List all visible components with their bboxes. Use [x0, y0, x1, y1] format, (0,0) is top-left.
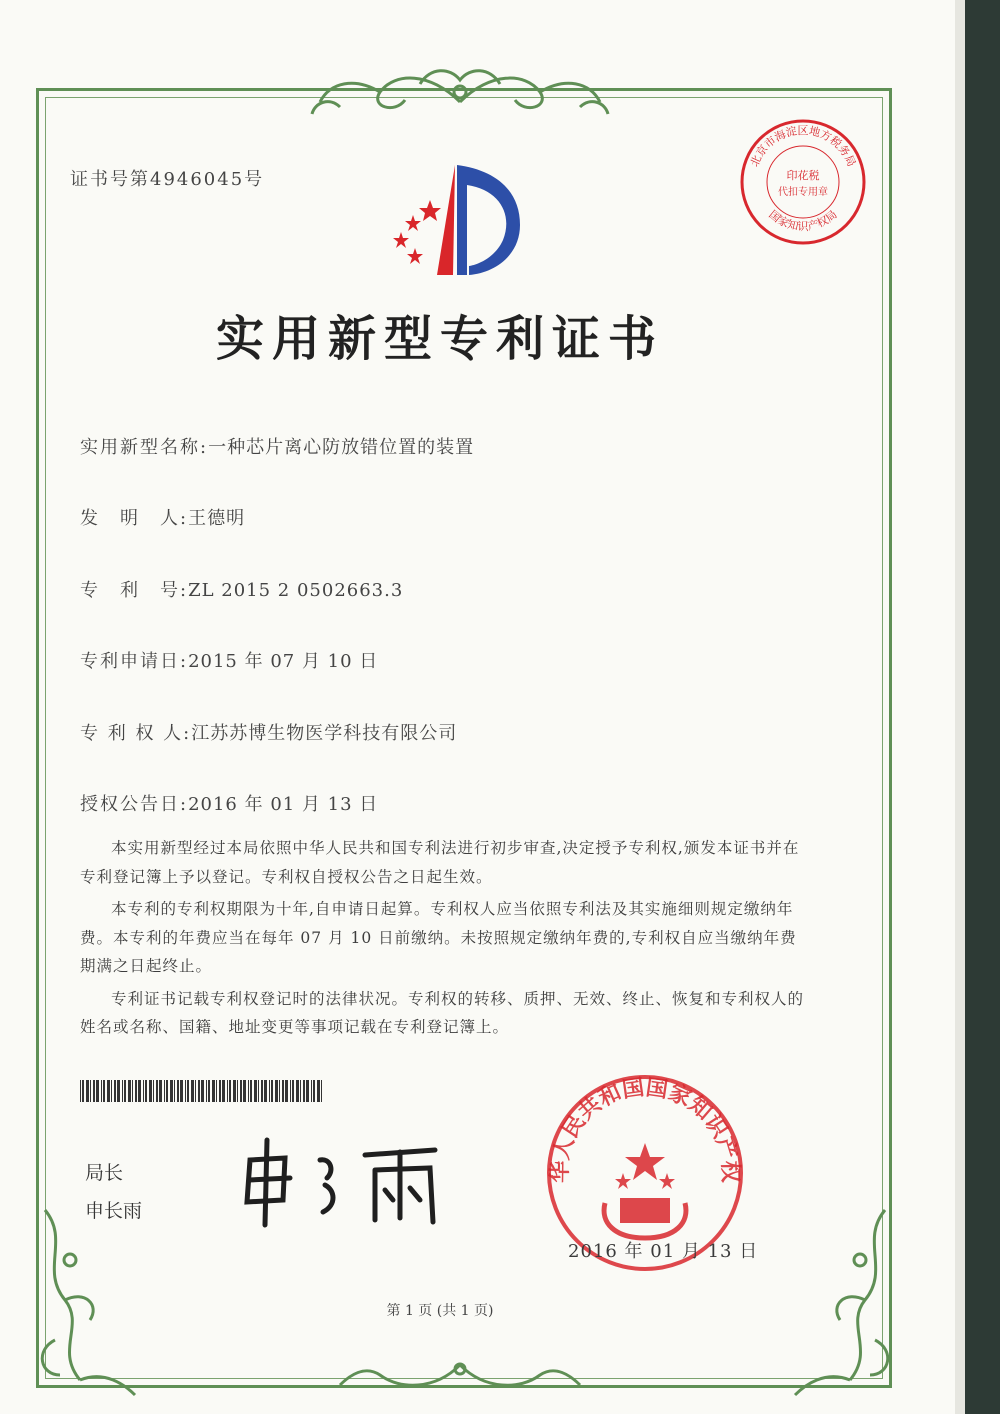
barcode-bar	[269, 1080, 270, 1102]
barcode-bar	[164, 1080, 165, 1102]
barcode-bar	[264, 1080, 267, 1102]
barcode-bar	[248, 1080, 249, 1102]
tax-stamp-ring-text: 北京市海淀区地方税务局	[747, 124, 859, 169]
barcode-bar	[114, 1080, 116, 1102]
certificate-title: 实用新型专利证书	[215, 311, 664, 367]
field-value: 王德明	[188, 508, 246, 529]
binder-edge	[955, 0, 1000, 1414]
barcode-bar	[261, 1080, 263, 1102]
field-value: ZL 2015 2 0502663.3	[188, 580, 404, 601]
field-value: 一种芯片离心防放错位置的装置	[208, 437, 475, 458]
barcode-bar	[237, 1080, 238, 1102]
barcode-bar	[103, 1080, 105, 1102]
barcode-bar	[138, 1080, 141, 1102]
barcode-bar	[135, 1080, 137, 1102]
director-name: 申长雨	[85, 1200, 143, 1222]
barcode-bar	[159, 1080, 162, 1102]
field-value: 2015 年 07 月 10 日	[188, 651, 379, 672]
barcode-bar	[185, 1080, 186, 1102]
barcode-bar	[174, 1080, 175, 1102]
field-label: 专 利 号:	[80, 580, 189, 601]
barcode-bar	[271, 1080, 273, 1102]
barcode-bar	[250, 1080, 252, 1102]
barcode-bar	[233, 1080, 236, 1102]
director-signature	[235, 1130, 465, 1230]
official-seal-text: 华人民共和国国家知识产权	[547, 1075, 743, 1183]
barcode-bar	[240, 1080, 242, 1102]
barcode-bar	[187, 1080, 189, 1102]
barcode-bar	[191, 1080, 194, 1102]
barcode-bar	[80, 1080, 81, 1102]
barcode-bar	[243, 1080, 246, 1102]
barcode-bar	[143, 1080, 144, 1102]
tax-stamp	[738, 117, 868, 247]
barcode-bar	[306, 1080, 309, 1102]
barcode-bar	[222, 1080, 225, 1102]
tax-stamp-center-2: 代扣专用章	[778, 187, 828, 198]
barcode-bar	[208, 1080, 210, 1102]
field-value: 江苏苏博生物医学科技有限公司	[191, 723, 458, 744]
barcode-bar	[216, 1080, 217, 1102]
barcode-bar	[254, 1080, 257, 1102]
barcode-bar	[111, 1080, 112, 1102]
barcode-bar	[321, 1080, 322, 1102]
certificate-body	[80, 834, 810, 1046]
barcode-bar	[132, 1080, 133, 1102]
barcode-bar	[86, 1080, 89, 1102]
body-paragraph: 专利证书记载专利权登记时的法律状况。专利权的转移、质押、无效、终止、恢复和专利权人的姓名或名称、国籍、地址变更等事项记载在专利登记簿上。	[80, 989, 805, 1036]
barcode-bar	[206, 1080, 207, 1102]
barcode-bar	[90, 1080, 91, 1102]
barcode-bar	[177, 1080, 179, 1102]
barcode-bar	[124, 1080, 126, 1102]
seal-date: 2016 年 01 月 13 日	[568, 1241, 759, 1262]
barcode-bar	[96, 1080, 99, 1102]
top-ornament	[300, 62, 620, 122]
barcode-bar	[82, 1080, 84, 1102]
field-label: 专利申请日:	[80, 651, 189, 672]
patent-office-logo	[385, 160, 525, 280]
barcode-bar	[290, 1080, 291, 1102]
page-number: 第 1 页 (共 1 页)	[386, 1303, 494, 1319]
barcode-bar	[313, 1080, 315, 1102]
field-patentee	[80, 719, 457, 745]
barcode-bar	[153, 1080, 154, 1102]
body-paragraph: 本实用新型经过本局依照中华人民共和国专利法进行初步审查,决定授予专利权,颁发本证书并在专利登记簿上予以登记。专利权自授权公告之日起生效。	[80, 839, 800, 886]
barcode-bar	[279, 1080, 280, 1102]
barcode-bar	[311, 1080, 312, 1102]
barcode-bar	[101, 1080, 102, 1102]
barcode-bar	[258, 1080, 259, 1102]
barcode-bar	[227, 1080, 228, 1102]
body-paragraph: 本专利的专利权期限为十年,自申请日起算。专利权人应当依照专利法及其实施细则规定缴纳年费。本专利的年费应当在每年 07 月 10 日前缴纳。未按照规定缴纳年费的,专利权自应当缴纳年费期满之日起终止。	[80, 900, 797, 975]
barcode-bar	[219, 1080, 221, 1102]
barcode-bar	[180, 1080, 183, 1102]
barcode-bar	[198, 1080, 200, 1102]
field-label: 实用新型名称:	[80, 437, 209, 458]
barcode-bar	[156, 1080, 158, 1102]
field-patent-number	[80, 576, 403, 602]
barcode-bar	[122, 1080, 123, 1102]
field-grant-date	[80, 790, 378, 816]
tax-stamp-bottom-text: 国家知识产权局	[766, 207, 840, 233]
field-application-date	[80, 647, 378, 673]
barcode-bar	[107, 1080, 110, 1102]
barcode-bar	[170, 1080, 173, 1102]
barcode-bar	[292, 1080, 294, 1102]
barcode-bar	[285, 1080, 288, 1102]
barcode-bar	[128, 1080, 131, 1102]
barcode-bar	[145, 1080, 147, 1102]
barcode-bar	[149, 1080, 152, 1102]
barcode-bar	[229, 1080, 231, 1102]
barcode-bar	[296, 1080, 299, 1102]
barcode-bar	[195, 1080, 196, 1102]
barcode-bar	[303, 1080, 305, 1102]
barcode-bar	[166, 1080, 168, 1102]
certificate-number: 证书号第4946045号	[70, 169, 265, 190]
field-label: 授权公告日:	[80, 794, 189, 815]
svg-text:国家知识产权局	[766, 208, 839, 233]
bottom-center-ornament	[320, 1355, 600, 1395]
tax-stamp-center-1: 印花税	[786, 169, 820, 182]
field-value: 2016 年 01 月 13 日	[188, 794, 379, 815]
barcode-bar	[93, 1080, 95, 1102]
barcode-bar	[212, 1080, 215, 1102]
barcode-bar	[117, 1080, 120, 1102]
barcode-bar	[282, 1080, 284, 1102]
field-inventor	[80, 504, 245, 530]
field-label: 专 利 权 人:	[80, 723, 192, 744]
barcode-bar	[275, 1080, 278, 1102]
field-label: 发 明 人:	[80, 508, 189, 529]
barcode-bar	[300, 1080, 301, 1102]
barcode-bar	[317, 1080, 320, 1102]
barcode	[80, 1080, 325, 1102]
barcode-bar	[201, 1080, 204, 1102]
field-name	[80, 433, 474, 459]
director-title: 局长	[85, 1162, 124, 1184]
